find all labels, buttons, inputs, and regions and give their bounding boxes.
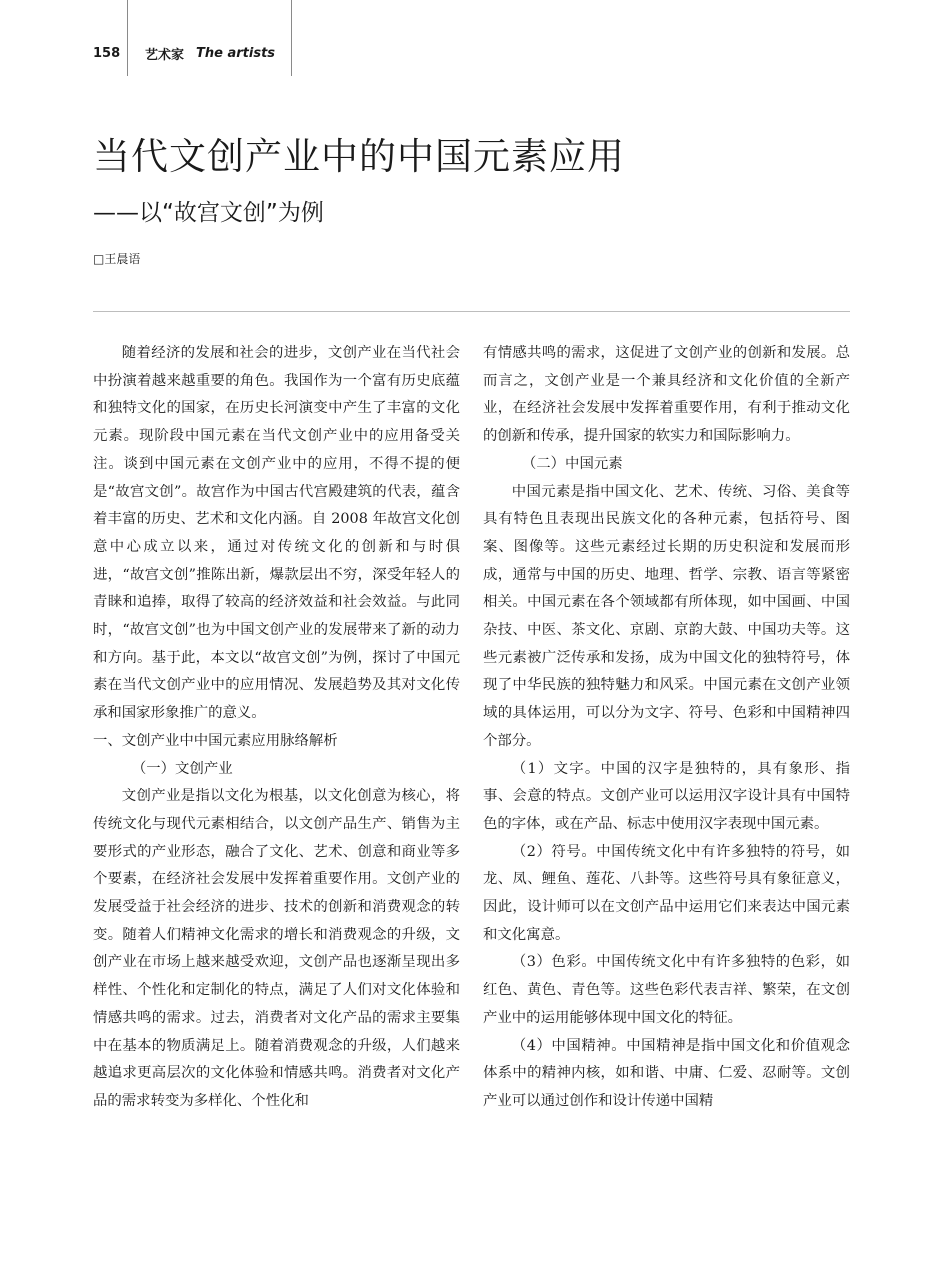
author-byline: □王晨语: [93, 252, 141, 266]
running-header: [93, 44, 275, 63]
page-number: 158: [93, 46, 121, 61]
header-divider-right: [291, 0, 292, 76]
section-heading-1: 一、文创产业中中国元素应用脉络解析: [93, 732, 338, 749]
symbols-paragraph: （2）符号。中国传统文化中有许多独特的符号，如龙、凤、鲤鱼、莲花、八卦等。这些符号具有象征意义，因此，设计师可以在文创产品中运用它们来表达中国元素和文化寓意。: [483, 843, 850, 943]
chinese-elements-paragraph: 中国元素是指中国文化、艺术、传统、习俗、美食等具有特色且表现出民族文化的各种元素，包括符号、图案、图像等。这些元素经过长期的历史积淀和发展而形成，通常与中国的历史、地理、哲学、宗教、语言等紧密相关。中国元素在各个领域都有所体现，如中国画、中国杂技、中医、茶文化、京剧、京韵大鼓、中国功夫等。这些元素被广泛传承和发扬，成为中国文化的独特符号，体现了中华民族的独特魅力和风采。中国元素在文创产业领域的具体运用，可以分为文字、符号、色彩和中国精神四个部分。: [483, 483, 850, 749]
magazine-name-en: The artists: [196, 46, 276, 61]
article-subtitle: ——以“故宫文创”为例: [93, 200, 324, 226]
cultural-industry-paragraph-continued: 有情感共鸣的需求，这促进了文创产业的创新和发展。总而言之，文创产业是一个兼具经济和文化价值的全新产业，在经济社会发展中发挥着重要作用，有利于推动文化的创新和传承，提升国家的软实力和国际影响力。: [483, 345, 850, 445]
column-left: [93, 340, 460, 1116]
characters-paragraph: （1）文字。中国的汉字是独特的，具有象形、指事、会意的特点。文创产业可以运用汉字设计具有中国特色的字体，或在产品、标志中使用汉字表现中国元素。: [483, 760, 850, 832]
subsection-heading-1-1: （一）文创产业: [131, 760, 233, 777]
cultural-industry-paragraph: 文创产业是指以文化为根基，以文化创意为核心，将传统文化与现代元素相结合，以文创产品生产、销售为主要形式的产业形态，融合了文化、艺术、创意和商业等多个要素，在经济社会发展中发挥着重要作用。文创产业的发展受益于社会经济的进步、技术的创新和消费观念的转变。随着人们精神文化需求的增长和消费观念的升级，文创产业在市场上越来越受欢迎，文创产品也逐渐呈现出多样性、个性化和定制化的特点，满足了人们对文化体验和情感共鸣的需求。过去，消费者对文化产品的需求主要集中在基本的物质满足上。随着消费观念的升级，人们越来越追求更高层次的文化体验和情感共鸣。消费者对文化产品的需求转变为多样化、个性化和: [93, 788, 460, 1109]
column-right: [483, 340, 850, 1116]
chinese-spirit-paragraph: （4）中国精神。中国精神是指中国文化和价值观念体系中的精神内核，如和谐、中庸、仁爱、忍耐等。文创产业可以通过创作和设计传递中国精: [483, 1037, 850, 1109]
magazine-name-cn: 艺术家: [145, 48, 185, 63]
article-title: 当代文创产业中的中国元素应用: [93, 135, 625, 178]
header-divider-left: [127, 0, 128, 76]
colors-paragraph: （3）色彩。中国传统文化中有许多独特的色彩，如红色、黄色、青色等。这些色彩代表吉祥、繁荣，在文创产业中的运用能够体现中国文化的特征。: [483, 954, 850, 1026]
subsection-heading-1-2: （二）中国元素: [521, 455, 623, 472]
intro-paragraph: 随着经济的发展和社会的进步，文创产业在当代社会中扮演着越来越重要的角色。我国作为一个富有历史底蕴和独特文化的国家，在历史长河演变中产生了丰富的文化元素。现阶段中国元素在当代文创产业中的应用备受关注。谈到中国元素在文创产业中的应用，不得不提的便是“故宫文创”。故宫作为中国古代宫殿建筑的代表，蕴含着丰富的历史、艺术和文化内涵。自 2008 年故宫文化创意中心成立以来，通过对传统文化的创新和与时俱进，“故宫文创”推陈出新，爆款层出不穷，深受年轻人的青睐和追捧，取得了较高的经济效益和社会效益。与此同时，“故宫文创”也为中国文创产业的发展带来了新的动力和方向。基于此，本文以“故宫文创”为例，探讨了中国元素在当代文创产业中的应用情况、发展趋势及其对文化传承和国家形象推广的意义。: [93, 345, 460, 722]
title-rule: [93, 311, 850, 312]
